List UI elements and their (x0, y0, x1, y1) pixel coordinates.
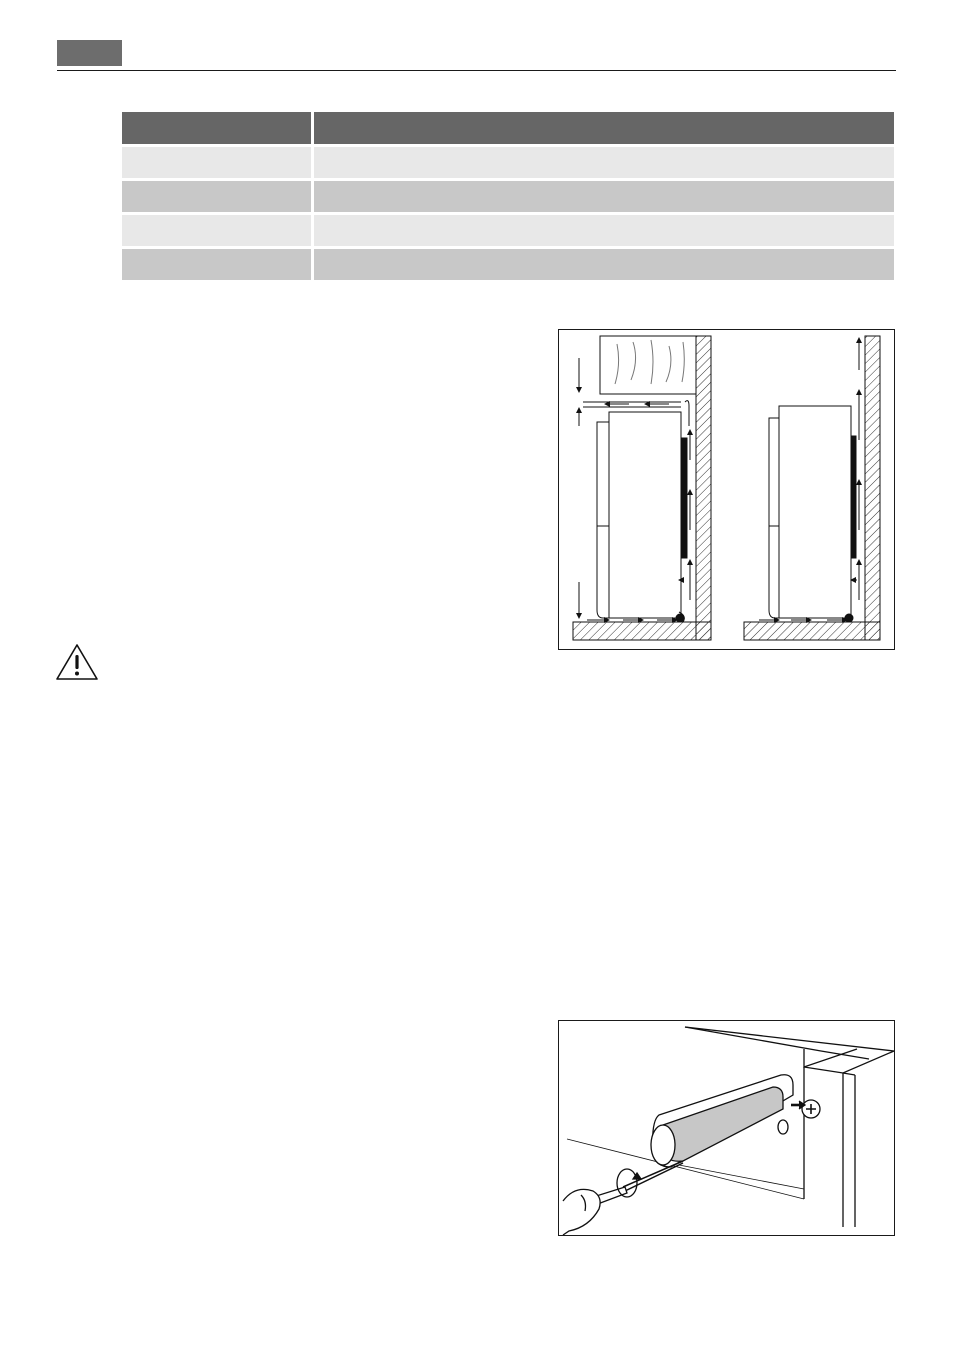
warning-icon (55, 643, 99, 681)
header-rule (57, 70, 896, 71)
fridge-ventilation-diagram-icon (559, 330, 894, 649)
table-header-row (122, 112, 894, 146)
table-header-cell (313, 112, 895, 146)
table-row (122, 248, 894, 281)
ventilation-diagram (558, 329, 895, 650)
table-cell (122, 180, 313, 214)
right-installation (744, 336, 880, 640)
table-cell (313, 248, 895, 281)
table-cell (122, 248, 313, 281)
screwdriver-hinge-cover-illustration-icon (559, 1021, 894, 1235)
table-cell (122, 214, 313, 248)
table-header-cell (122, 112, 313, 146)
left-installation (573, 336, 711, 640)
table-row (122, 214, 894, 248)
table-cell (313, 180, 895, 214)
table-cell (313, 214, 895, 248)
table-cell (313, 146, 895, 180)
hinge-cover-illustration (558, 1020, 895, 1236)
page-header-tab (57, 40, 122, 66)
table-row (122, 180, 894, 214)
climate-class-table (122, 112, 894, 280)
table-row (122, 146, 894, 180)
table-cell (122, 146, 313, 180)
